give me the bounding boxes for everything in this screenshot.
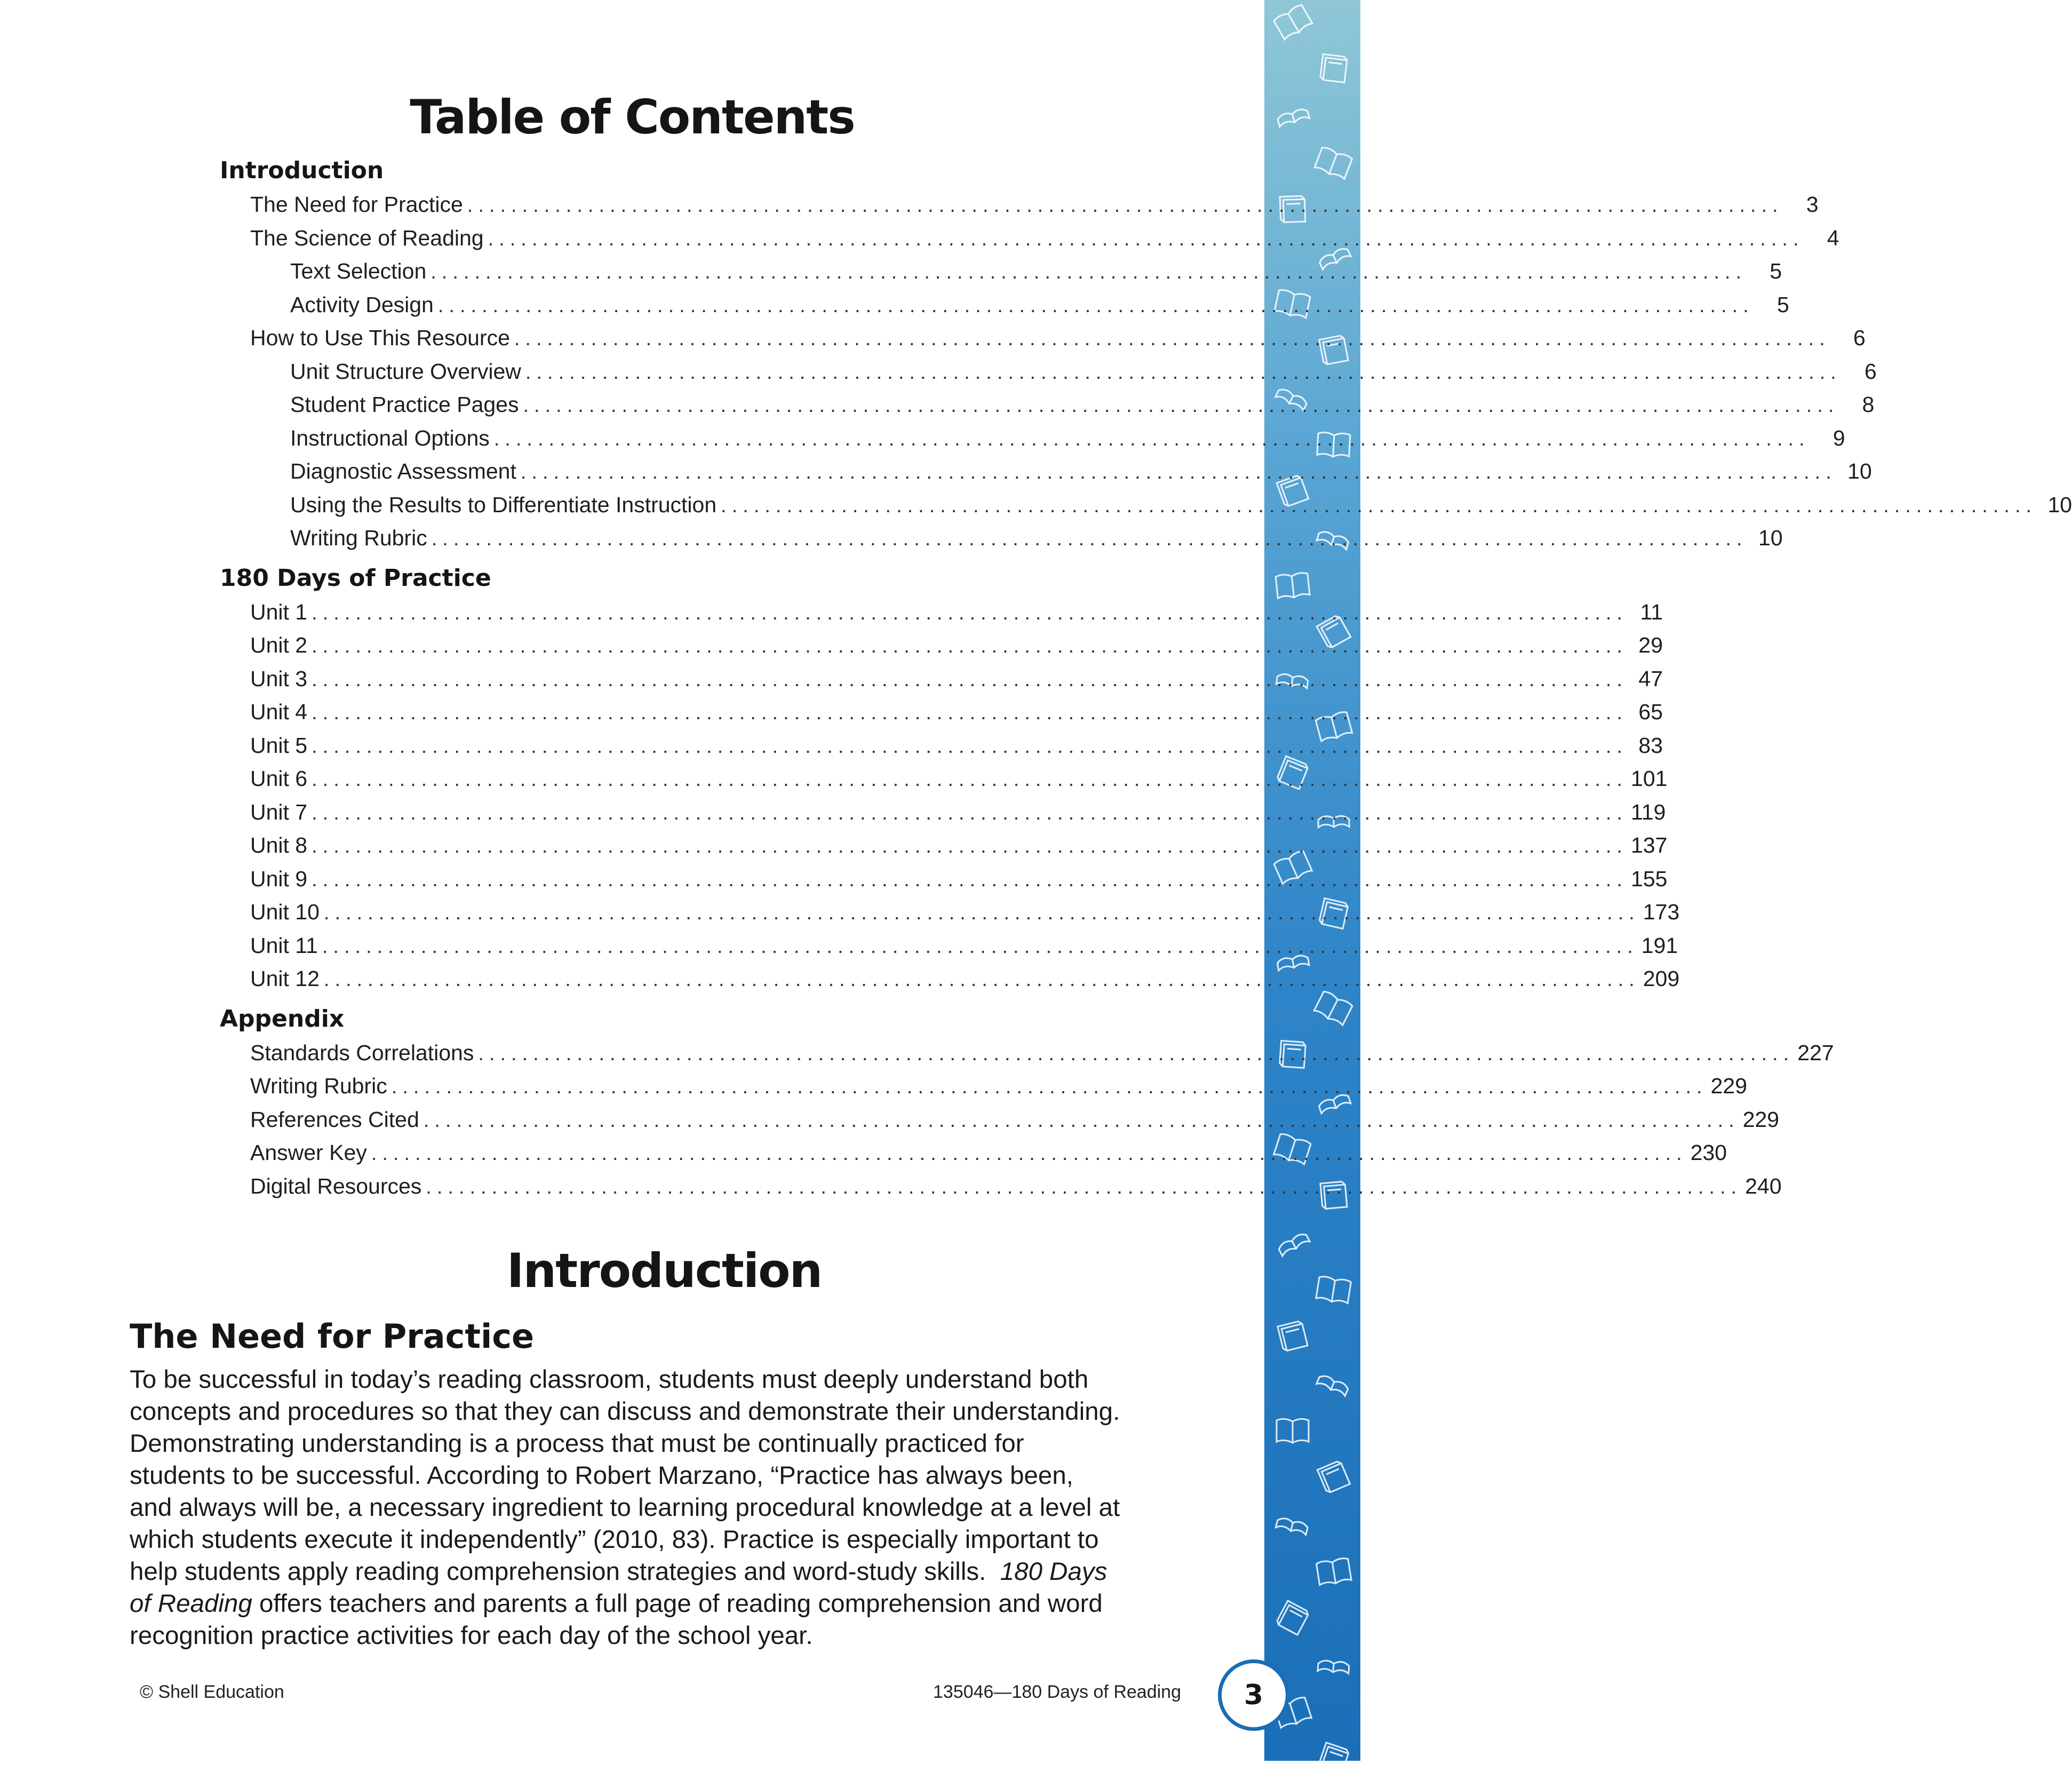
toc-entry	[220, 1069, 1748, 1103]
toc-entry-label: Unit 9	[250, 866, 308, 891]
toc-entry	[220, 455, 1872, 488]
toc-entry	[220, 595, 1663, 629]
toc-entry-label: Using the Results to Differentiate Instruction	[290, 492, 717, 517]
dot-leader: ........................................................................................................................	[431, 261, 1747, 283]
toc-entry-label: Unit 2	[250, 633, 308, 657]
toc-entry	[220, 762, 1668, 796]
toc-entry-page: 83	[1638, 733, 1663, 758]
toc-entry-page: 10	[2047, 492, 2072, 517]
toc-entry	[220, 355, 1877, 388]
book-title-italic: of Reading	[130, 1590, 252, 1618]
paragraph-line	[130, 1588, 1202, 1620]
toc-entry-label: Unit 3	[250, 666, 308, 691]
toc-section-heading: Appendix	[220, 1005, 345, 1032]
dot-leader: ........................................................................................................................	[322, 935, 1638, 958]
paragraph-line: concepts and procedures so that they can discuss and demonstrate their understanding.	[130, 1397, 1120, 1426]
toc-entry-label: Unit 8	[250, 833, 308, 857]
toc-entry-page: 6	[1864, 359, 1877, 384]
dot-leader: ........................................................................................................................	[312, 635, 1628, 657]
toc-entry-page: 5	[1776, 292, 1789, 317]
toc-entry	[220, 895, 1680, 929]
toc-entry-page: 8	[1862, 392, 1875, 417]
section-heading: The Need for Practice	[130, 1317, 535, 1356]
dot-leader: ........................................................................................................................	[312, 868, 1628, 891]
toc-entry-page: 9	[1832, 425, 1845, 450]
dot-leader: ........................................................................................................................	[323, 968, 1640, 991]
toc-entry	[220, 1170, 1782, 1203]
dot-leader: ........................................................................................................................	[520, 461, 1837, 483]
toc-entry-page: 229	[1710, 1074, 1748, 1098]
dot-leader: ........................................................................................................................	[478, 1042, 1795, 1065]
toc-entry-page: 191	[1641, 933, 1678, 958]
paragraph-text: offers teachers and parents a full page of reading comprehension and word	[252, 1590, 1103, 1618]
footer-copyright: © Shell Education	[140, 1682, 284, 1702]
toc-entry-label: Standards Correlations	[250, 1040, 474, 1065]
toc-entry-label: Unit 11	[250, 933, 318, 958]
paragraph-line: and always will be, a necessary ingredient to learning procedural knowledge at a level at	[130, 1493, 1120, 1522]
toc-entry-page: 3	[1806, 192, 1819, 217]
toc-entry-label: Writing Rubric	[290, 526, 427, 550]
dot-leader: ........................................................................................................................	[323, 902, 1640, 924]
toc-entry-label: The Science of Reading	[250, 225, 484, 250]
book-icon	[1274, 1414, 1311, 1446]
toc-entry-label: The Need for Practice	[250, 192, 463, 217]
toc-entry-label: Unit 10	[250, 900, 320, 924]
toc-entry-page: 5	[1770, 259, 1782, 283]
toc-entry-page: 137	[1631, 833, 1668, 857]
book-icon	[1269, 1595, 1317, 1641]
dot-leader: ........................................................................................................................	[525, 361, 1842, 384]
dot-leader: ........................................................................................................................	[312, 835, 1628, 857]
dot-leader: ........................................................................................................................	[431, 528, 1748, 550]
toc-entry-label: Unit 5	[250, 733, 308, 758]
book-icon	[1271, 1316, 1314, 1356]
toc-entry	[220, 829, 1668, 862]
book-icon	[1313, 1552, 1355, 1590]
toc-entry-page: 240	[1745, 1173, 1782, 1198]
book-icon	[1313, 50, 1354, 86]
book-icon	[1269, 0, 1317, 44]
toc-entry-page: 119	[1631, 799, 1666, 824]
toc-entry	[220, 388, 1875, 422]
intro-title: Introduction	[506, 1243, 822, 1298]
toc-entry	[220, 521, 1783, 555]
dot-leader: ........................................................................................................................	[371, 1142, 1687, 1165]
toc-entry-label: Diagnostic Assessment	[290, 459, 516, 483]
paragraph-line: To be successful in today’s reading classroom, students must deeply understand both	[130, 1365, 1089, 1394]
toc-entry-label: Student Practice Pages	[290, 392, 519, 417]
toc-entry-label: Text Selection	[290, 259, 427, 283]
toc-entry-page: 229	[1742, 1107, 1780, 1132]
toc-title: Table of Contents	[410, 90, 855, 145]
toc-entry-page: 65	[1638, 700, 1663, 724]
toc-entry-label: Unit 12	[250, 966, 320, 991]
toc-entry	[220, 629, 1663, 662]
toc-entry-label: Answer Key	[250, 1140, 367, 1165]
toc-entry-label: Unit 7	[250, 799, 308, 824]
toc-entry	[220, 729, 1663, 762]
dot-leader: ........................................................................................................................	[721, 494, 2037, 517]
toc-entry	[220, 188, 1819, 221]
book-icon	[1311, 1737, 1357, 1780]
toc-entry	[220, 255, 1782, 288]
toc-entry	[220, 796, 1666, 829]
toc-entry-page: 173	[1643, 900, 1680, 924]
intro-paragraph	[130, 1364, 1202, 1652]
paragraph-line	[130, 1556, 1202, 1588]
dot-leader: ........................................................................................................................	[312, 601, 1628, 624]
paragraph-line: which students execute it independently” (2010, 83). Practice is especially important to	[130, 1525, 1099, 1554]
toc-entry-page: 227	[1797, 1040, 1834, 1065]
toc-entry-label: How to Use This Resource	[250, 325, 510, 350]
dot-leader: ........................................................................................................................	[488, 227, 1804, 250]
toc-entry-page: 209	[1643, 966, 1680, 991]
toc-entry-page: 6	[1853, 325, 1866, 350]
dot-leader: ........................................................................................................................	[312, 735, 1628, 758]
toc-entry-page: 10	[1758, 526, 1783, 550]
page-number-badge: 3	[1218, 1659, 1289, 1731]
toc-entry-label: Instructional Options	[290, 425, 490, 450]
toc-entry-page: 10	[1847, 459, 1872, 483]
toc-section-heading: 180 Days of Practice	[220, 564, 491, 592]
toc-entry-page: 4	[1827, 225, 1839, 250]
toc-entry	[220, 321, 1866, 355]
toc-entry-label: Digital Resources	[250, 1173, 422, 1198]
toc-entry-page: 101	[1631, 766, 1668, 791]
toc-entry	[220, 962, 1680, 996]
toc-entry	[220, 488, 2072, 522]
toc-entry-page: 47	[1638, 666, 1663, 691]
dot-leader: ........................................................................................................................	[467, 194, 1783, 217]
paragraph-line: Demonstrating understanding is a process that must be continually practiced for	[130, 1429, 1024, 1458]
toc-entry-label: Writing Rubric	[250, 1074, 387, 1098]
toc-entry	[220, 288, 1789, 322]
toc-section-heading: Introduction	[220, 157, 384, 184]
paragraph-line: students to be successful. According to Robert Marzano, “Practice has always been,	[130, 1461, 1073, 1490]
toc-entry-label: Unit Structure Overview	[290, 359, 521, 384]
toc-entry-label: Unit 4	[250, 700, 308, 724]
dot-leader: ........................................................................................................................	[423, 1109, 1740, 1132]
toc-entry-page: 230	[1690, 1140, 1727, 1165]
toc-entry-label: Unit 6	[250, 766, 308, 791]
footer-product: 135046—180 Days of Reading	[933, 1682, 1181, 1702]
book-icon	[1311, 140, 1357, 184]
toc-entry-label: References Cited	[250, 1107, 419, 1132]
dot-leader: ........................................................................................................................	[312, 668, 1628, 691]
book-icon	[1314, 1647, 1354, 1682]
toc-entry	[220, 1136, 1727, 1170]
toc-entry-label: Activity Design	[290, 292, 434, 317]
dot-leader: ........................................................................................................................	[312, 702, 1628, 724]
book-icon	[1310, 1361, 1357, 1405]
dot-leader: ........................................................................................................................	[523, 394, 1839, 417]
toc-entry	[220, 695, 1663, 729]
dot-leader: ........................................................................................................................	[391, 1076, 1708, 1098]
toc-entry-page: 11	[1640, 599, 1663, 624]
toc-entry	[220, 662, 1663, 696]
toc-entry	[220, 221, 1839, 255]
dot-leader: ........................................................................................................................	[312, 801, 1628, 824]
book-title-italic: 180 Days	[1000, 1558, 1107, 1586]
book-icon	[1310, 1455, 1357, 1499]
dot-leader: ........................................................................................................................	[426, 1175, 1742, 1198]
dot-leader: ........................................................................................................................	[493, 427, 1810, 450]
book-icon	[1271, 1504, 1314, 1544]
toc-entry	[220, 929, 1678, 963]
paragraph-text: help students apply reading comprehension strategies and word-study skills.	[130, 1558, 1000, 1586]
toc-entry	[220, 862, 1668, 896]
book-icon	[1270, 95, 1315, 136]
toc-entry	[220, 1103, 1780, 1137]
paragraph-line: recognition practice activities for each day of the school year.	[130, 1622, 813, 1650]
toc-entry	[220, 1036, 1834, 1070]
toc-entry-page: 155	[1631, 866, 1668, 891]
dot-leader: ........................................................................................................................	[437, 294, 1754, 317]
dot-leader: ........................................................................................................................	[514, 328, 1830, 350]
table-of-contents	[220, 154, 2072, 1203]
toc-entry-page: 29	[1638, 633, 1663, 657]
dot-leader: ........................................................................................................................	[312, 768, 1628, 791]
toc-entry-label: Unit 1	[250, 599, 308, 624]
toc-entry	[220, 422, 1845, 455]
